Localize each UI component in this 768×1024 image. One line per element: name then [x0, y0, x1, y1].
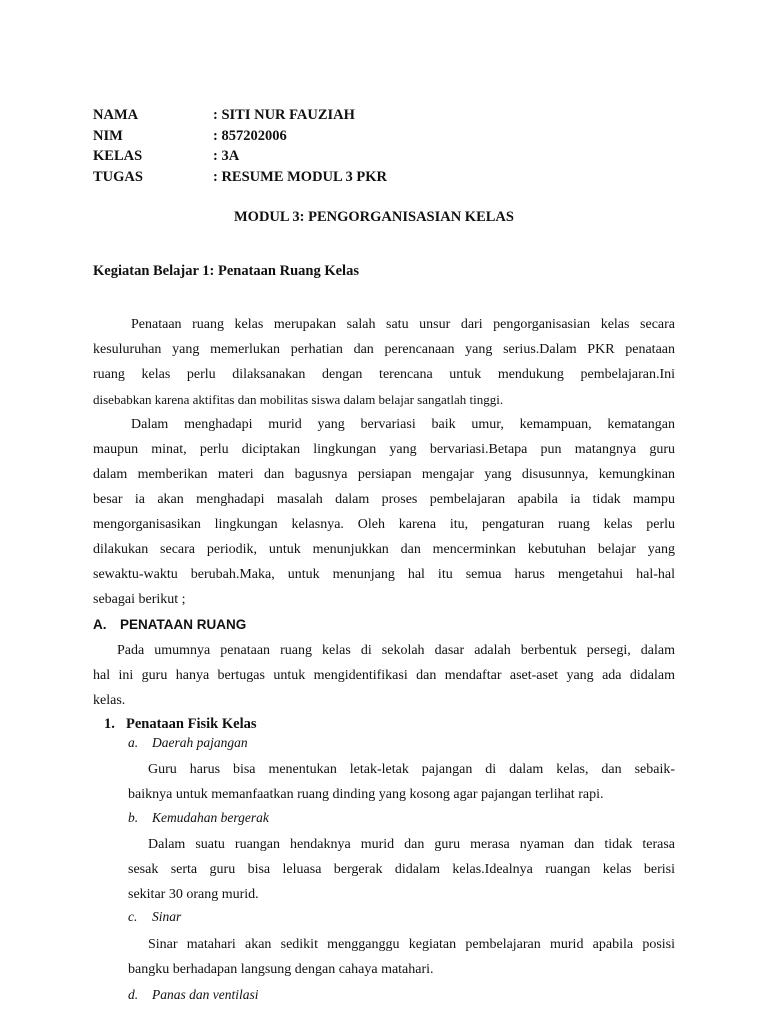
paragraph-line: kelas. — [93, 693, 126, 708]
paragraph-line: Dalam suatu ruangan hendaknya murid dan guru merasa nyaman dan tidak terasa — [148, 837, 675, 852]
paragraph-line: baiknya untuk memanfaatkan ruang dinding yang kosong agar pajangan terlihat rapi. — [128, 787, 604, 802]
paragraph-line: ruang kelas perlu dilaksanakan dengan terencana untuk mendukung pembelajaran.Ini — [93, 367, 675, 382]
sub-b-title: Kemudahan bergerak — [152, 810, 269, 825]
header-value: : RESUME MODUL 3 PKR — [213, 169, 387, 185]
paragraph-line: Penataan ruang kelas merupakan salah satu unsur dari pengorganisasian kelas secara — [131, 317, 675, 332]
item-1-title: Penataan Fisik Kelas — [126, 716, 257, 732]
header-row-nim — [93, 128, 693, 148]
section-heading: Kegiatan Belajar 1: Penataan Ruang Kelas — [93, 263, 359, 279]
section-a-marker: A. — [93, 617, 107, 632]
document-title: MODUL 3: PENGORGANISASIAN KELAS — [234, 209, 514, 225]
paragraph-line: disebabkan karena aktifitas dan mobilitas siswa dalam belajar sangatlah tinggi. — [93, 392, 504, 407]
paragraph-line: kesuluruhan yang memerlukan perhatian dan perencanaan yang serius.Dalam PKR penataan — [93, 342, 675, 357]
paragraph-3 — [93, 638, 675, 713]
header-label: KELAS — [93, 148, 143, 164]
section-a-title: PENATAAN RUANG — [120, 617, 247, 632]
paragraph-line: Dalam menghadapi murid yang bervariasi baik umur, kemampuan, kematangan — [131, 417, 675, 432]
paragraph-line: mengorganisasikan lingkungan kelasnya. Oleh karena itu, pengaturan ruang kelas perlu — [93, 517, 675, 532]
paragraph-line: maupun minat, perlu diciptakan lingkungan yang bervariasi.Betapa pun matangnya guru — [93, 442, 675, 457]
paragraph-line: dalam memberikan materi dan bagusnya persiapan mengajar yang disusunnya, kemungkinan — [93, 467, 675, 482]
header-value: : SITI NUR FAUZIAH — [213, 107, 355, 123]
header-row-nama — [93, 107, 693, 127]
sub-b-marker: b. — [128, 810, 139, 825]
paragraph-line: sebagai berikut ; — [93, 592, 186, 607]
paragraph-line: bangku berhadapan langsung dengan cahaya matahari. — [128, 962, 434, 977]
header-label: TUGAS — [93, 169, 143, 185]
paragraph-line: Guru harus bisa menentukan letak-letak pajangan di dalam kelas, dan sebaik- — [148, 762, 675, 777]
sub-c-title: Sinar — [152, 909, 182, 924]
sub-c-marker: c. — [128, 909, 138, 924]
sub-a-marker: a. — [128, 735, 139, 750]
paragraph-line: hal ini guru hanya bertugas untuk mengidentifikasi dan mendaftar aset-aset yang ada didalam — [93, 668, 675, 683]
header-label: NIM — [93, 128, 123, 144]
paragraph-line: Pada umumnya penataan ruang kelas di sekolah dasar adalah berbentuk persegi, dalam — [117, 643, 675, 658]
paragraph-line: dilakukan secara periodik, untuk menunjukkan dan mencerminkan kebutuhan belajar yang — [93, 542, 675, 557]
paragraph-2 — [93, 412, 675, 612]
paragraph-line: sekitar 30 orang murid. — [128, 887, 259, 902]
sub-a-body — [128, 757, 675, 807]
paragraph-line: besar ia akan menghadapi masalah dalam proses pembelajaran apabila ia tidak mampu — [93, 492, 675, 507]
header-label: NAMA — [93, 107, 139, 123]
sub-b-body — [128, 832, 675, 907]
header-row-tugas — [93, 169, 693, 189]
sub-d-marker: d. — [128, 987, 139, 1002]
sub-c-body — [128, 932, 675, 982]
paragraph-line: sewaktu-waktu berubah.Maka, untuk menunjang hal itu semua harus mengetahui hal-hal — [93, 567, 675, 582]
paragraph-line: Sinar matahari akan sedikit mengganggu kegiatan pembelajaran murid apabila posisi — [148, 937, 675, 952]
paragraph-1 — [93, 312, 675, 412]
item-1-marker: 1. — [104, 716, 115, 732]
header-row-kelas — [93, 148, 693, 168]
header-value: : 3A — [213, 148, 240, 164]
header-value: : 857202006 — [213, 128, 287, 144]
paragraph-line: sesak serta guru bisa leluasa bergerak didalam kelas.Idealnya ruangan kelas berisi — [128, 862, 675, 877]
sub-a-title: Daerah pajangan — [152, 735, 248, 750]
sub-d-title: Panas dan ventilasi — [152, 987, 259, 1002]
